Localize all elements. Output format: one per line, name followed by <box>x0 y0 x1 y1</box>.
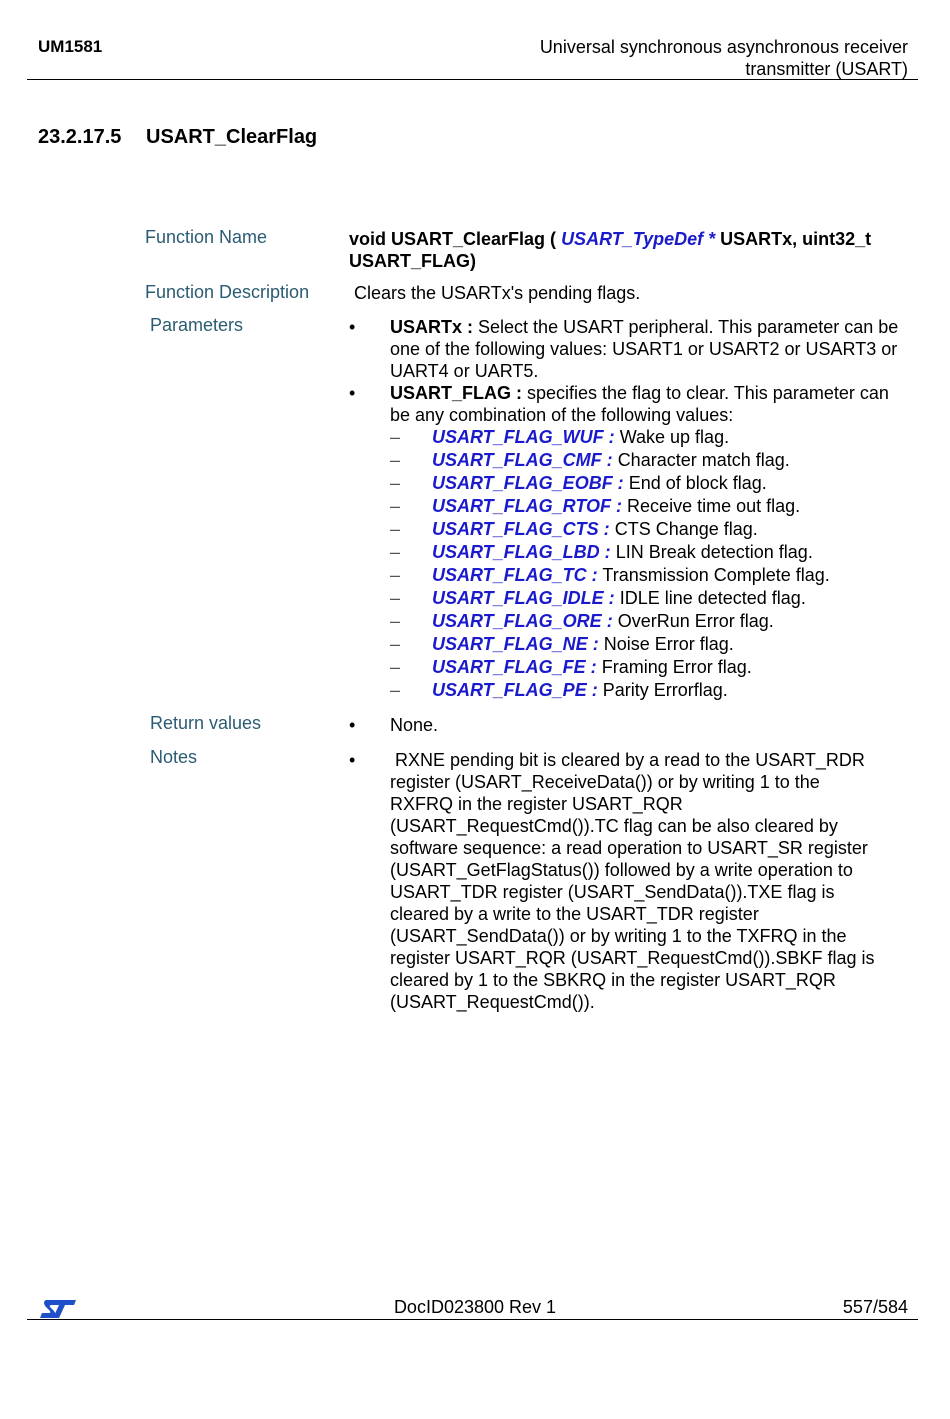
flag-name-link[interactable]: USART_FLAG_IDLE : <box>432 588 615 608</box>
dash: – <box>390 565 401 585</box>
note-line: RXFRQ in the register USART_RQR <box>390 794 683 814</box>
flag-description: End of block flag. <box>628 473 767 493</box>
parameter-description: Select the USART peripheral. This parameter can be one of the following values: USART1 or USART2 or USART3 or UART4 or UART5. <box>390 317 899 381</box>
dash: – <box>390 680 401 700</box>
header-title <box>388 36 908 80</box>
flag-name-link[interactable]: USART_FLAG_WUF : <box>432 427 615 447</box>
signature-prefix: void USART_ClearFlag ( <box>349 229 557 249</box>
footer-divider <box>27 1319 918 1320</box>
flag-name-link[interactable]: USART_FLAG_EOBF : <box>432 473 624 493</box>
parameters-label: Parameters <box>150 315 244 335</box>
document-id: UM1581 <box>38 37 103 56</box>
note-line: RXNE pending bit is cleared by a read to the USART_RDR <box>395 750 865 770</box>
flag-item <box>390 610 909 633</box>
note-line: register USART_RQR (USART_RequestCmd()).SBKF flag is <box>390 948 875 968</box>
signature-suffix: USARTx, uint32_t <box>720 229 872 249</box>
flag-description: Transmission Complete flag. <box>602 565 830 585</box>
return-values-list <box>349 714 909 736</box>
note-line: (USART_RequestCmd()).TC flag can be also cleared by <box>390 816 838 836</box>
flag-name-link[interactable]: USART_FLAG_NE : <box>432 634 599 654</box>
dash: – <box>390 611 401 631</box>
parameter-name: USARTx : <box>390 317 474 337</box>
flag-description: Receive time out flag. <box>627 496 801 516</box>
flag-item <box>390 518 909 541</box>
flag-description: OverRun Error flag. <box>617 611 774 631</box>
flag-item <box>390 656 909 679</box>
note-item <box>349 749 929 1013</box>
flag-item <box>390 587 909 610</box>
flag-item <box>390 541 909 564</box>
dash: – <box>390 427 401 447</box>
notes-label: Notes <box>150 747 198 767</box>
note-text <box>390 749 929 1013</box>
flag-name-link[interactable]: USART_FLAG_FE : <box>432 657 597 677</box>
dash: – <box>390 473 401 493</box>
function-name-label: Function Name <box>145 227 268 247</box>
footer-page-number: 557/584 <box>842 1297 908 1317</box>
flag-description: Wake up flag. <box>619 427 730 447</box>
flag-item <box>390 426 909 449</box>
flag-item <box>390 564 909 587</box>
flag-description: CTS Change flag. <box>614 519 758 539</box>
flag-description: Character match flag. <box>617 450 790 470</box>
function-signature <box>349 228 909 272</box>
dash: – <box>390 450 401 470</box>
parameter-item <box>349 316 909 382</box>
header-divider <box>27 79 918 80</box>
parameters-list <box>349 316 909 702</box>
note-line: cleared by 1 to the SBKRQ in the register USART_RQR <box>390 970 836 990</box>
function-description-label: Function Description <box>145 282 310 302</box>
return-values-label: Return values <box>150 713 262 733</box>
signature-line2: USART_FLAG) <box>349 251 476 271</box>
typedef-link[interactable]: USART_TypeDef * <box>561 229 716 249</box>
flag-description: Parity Errorflag. <box>602 680 728 700</box>
dash: – <box>390 542 401 562</box>
bullet: • <box>349 750 356 770</box>
flag-name-link[interactable]: USART_FLAG_CTS : <box>432 519 610 539</box>
parameter-description: specifies the flag to clear. This parameter can be any combination of the following values: <box>390 383 889 425</box>
section-number: 23.2.17.5 <box>38 126 122 148</box>
flag-item <box>390 679 909 702</box>
parameter-name: USART_FLAG : <box>390 383 522 403</box>
flag-name-link[interactable]: USART_FLAG_RTOF : <box>432 496 623 516</box>
flag-name-link[interactable]: USART_FLAG_CMF : <box>432 450 613 470</box>
flag-name-link[interactable]: USART_FLAG_PE : <box>432 680 598 700</box>
flag-item <box>390 449 909 472</box>
flag-name-link[interactable]: USART_FLAG_TC : <box>432 565 598 585</box>
dash: – <box>390 496 401 516</box>
header-title-line2: transmitter (USART) <box>745 59 908 79</box>
dash: – <box>390 634 401 654</box>
return-value-text: None. <box>390 715 439 735</box>
dash: – <box>390 588 401 608</box>
bullet: • <box>349 317 356 337</box>
footer-doc-ref: DocID023800 Rev 1 <box>393 1297 557 1317</box>
bullet: • <box>349 383 356 403</box>
note-line: cleared by a write to the USART_TDR register <box>390 904 759 924</box>
bullet: • <box>349 715 356 735</box>
dash: – <box>390 519 401 539</box>
note-line: (USART_SendData()) or by writing 1 to the TXFRQ in the <box>390 926 847 946</box>
flag-description: Noise Error flag. <box>603 634 734 654</box>
note-line: (USART_GetFlagStatus()) followed by a write operation to <box>390 860 853 880</box>
note-line: (USART_RequestCmd()). <box>390 992 595 1012</box>
flag-description: LIN Break detection flag. <box>615 542 813 562</box>
note-line: software sequence: a read operation to USART_SR register <box>390 838 868 858</box>
header-title-line1: Universal synchronous asynchronous receiver <box>539 37 908 57</box>
note-line: register (USART_ReceiveData()) or by writing 1 to the <box>390 772 820 792</box>
note-line: USART_TDR register (USART_SendData()).TXE flag is <box>390 882 835 902</box>
parameter-item <box>349 382 909 702</box>
flag-list <box>349 426 909 702</box>
dash: – <box>390 657 401 677</box>
flag-item <box>390 495 909 518</box>
section-title: USART_ClearFlag <box>146 126 318 148</box>
flag-name-link[interactable]: USART_FLAG_LBD : <box>432 542 611 562</box>
flag-item <box>390 633 909 656</box>
return-value-item <box>349 714 909 736</box>
flag-item <box>390 472 909 495</box>
function-description-text: Clears the USARTx's pending flags. <box>354 283 641 303</box>
notes-list <box>349 749 929 1013</box>
flag-name-link[interactable]: USART_FLAG_ORE : <box>432 611 613 631</box>
flag-description: IDLE line detected flag. <box>619 588 806 608</box>
flag-description: Framing Error flag. <box>601 657 752 677</box>
